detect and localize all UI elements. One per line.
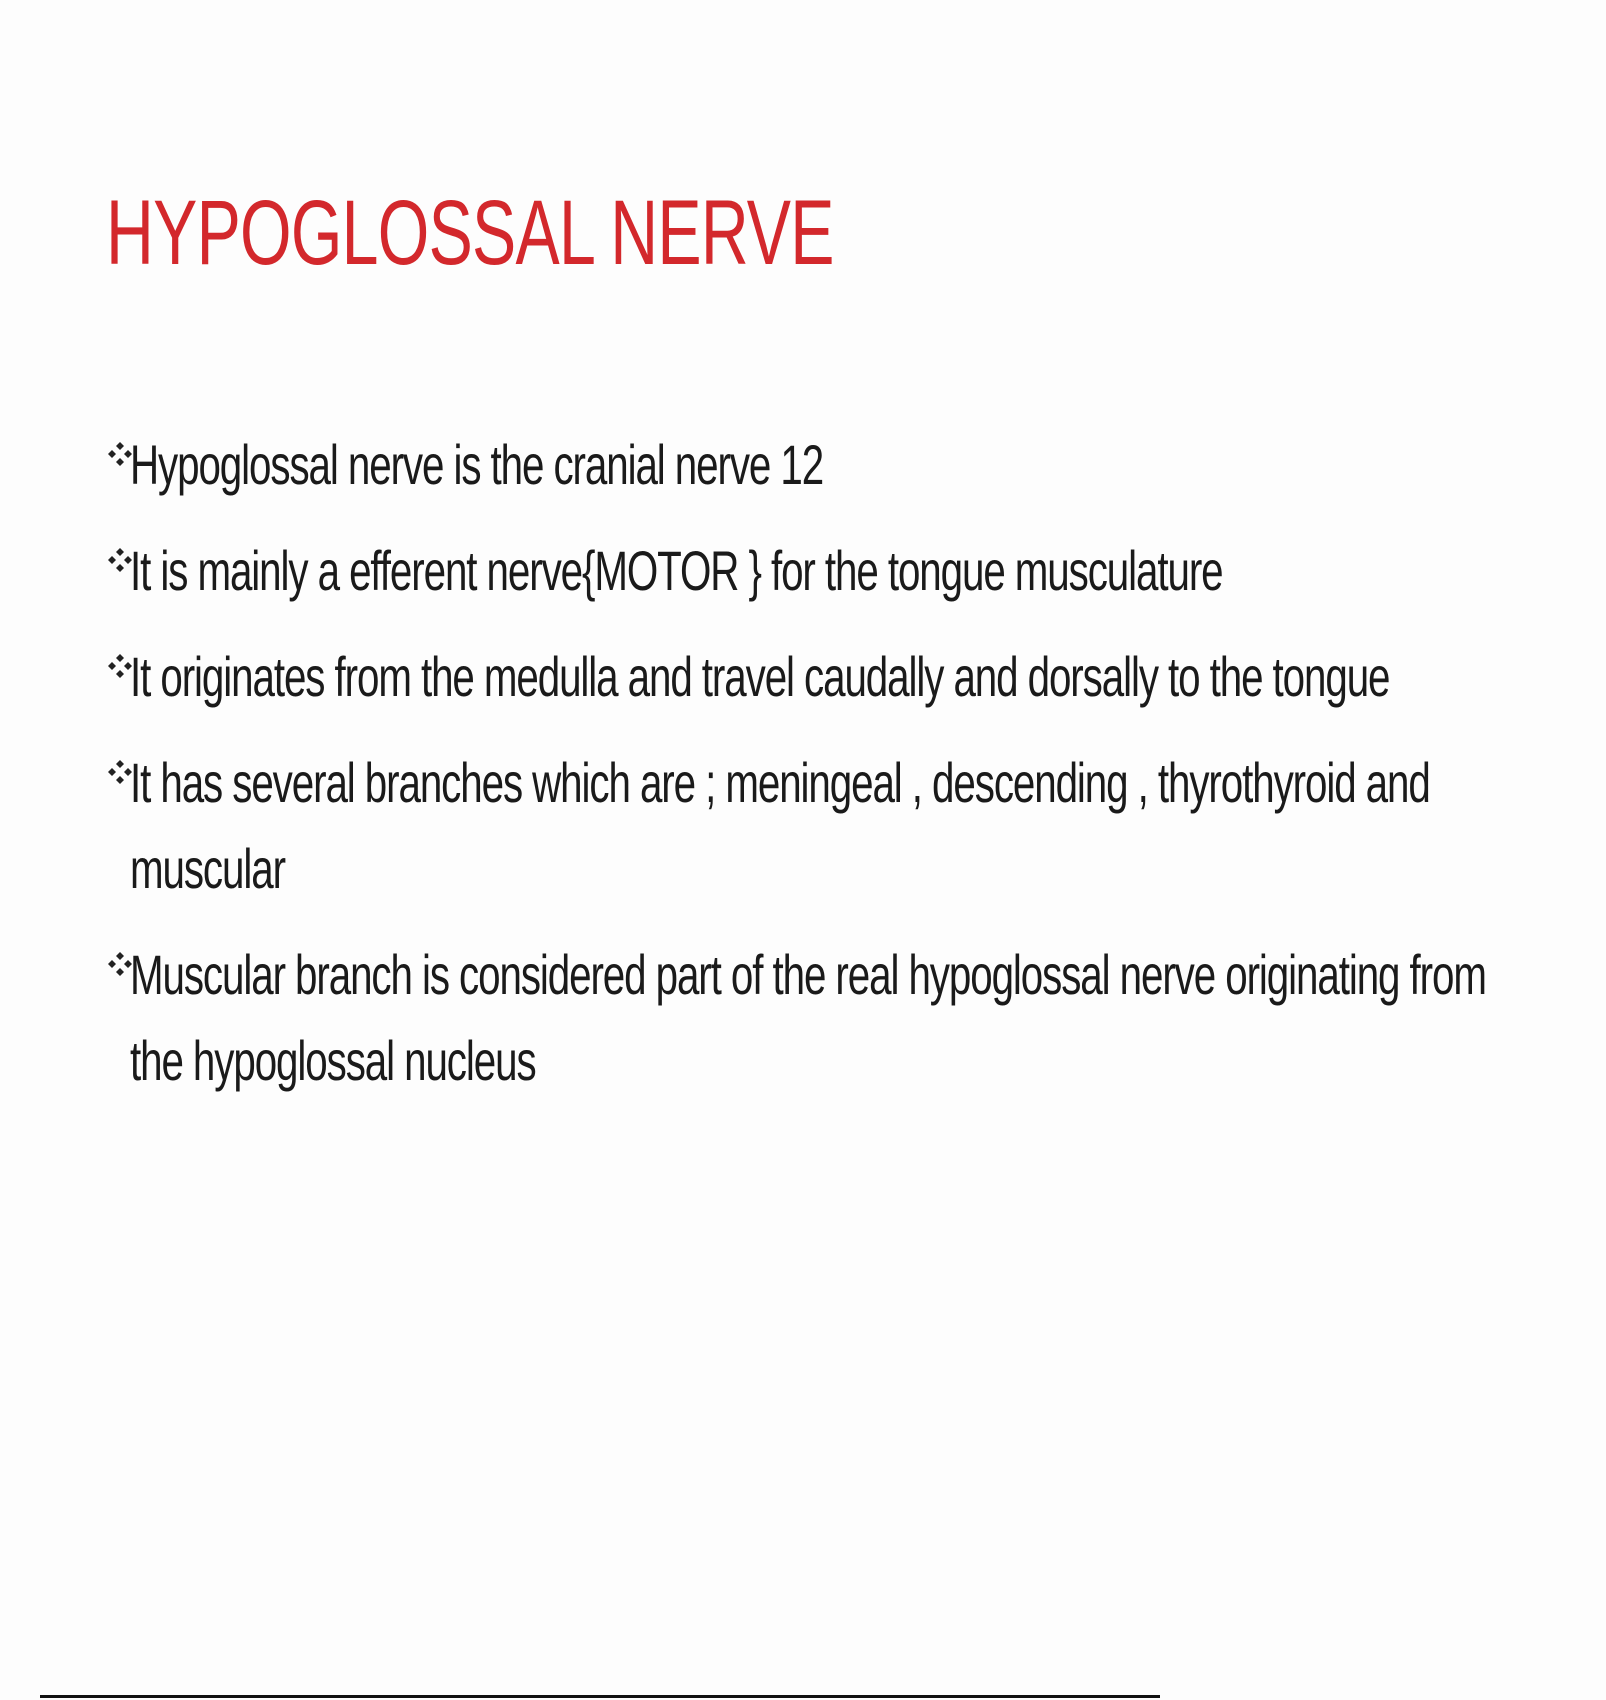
bullet-text: It originates from the medulla and travel caudally and dorsally to the tongue xyxy=(130,645,1390,708)
bullet-item xyxy=(106,528,1606,614)
bullet-text: It has several branches which are ; meningeal , descending , thyrothyroid and muscular xyxy=(130,751,1430,900)
bullet-item xyxy=(106,740,1606,912)
bullet-text: Muscular branch is considered part of the real hypoglossal nerve originating from the hypoglossal nucleus xyxy=(130,943,1486,1092)
bullet-text: It is mainly a efferent nerve{MOTOR } for the tongue musculature xyxy=(130,539,1223,602)
bullet-item xyxy=(106,932,1606,1104)
slide-title: HYPOGLOSSAL NERVE xyxy=(106,182,834,284)
bottom-divider xyxy=(40,1695,1160,1698)
bullet-item xyxy=(106,634,1606,720)
bullet-list xyxy=(106,422,1606,1124)
bullet-item xyxy=(106,422,1606,508)
bullet-text: Hypoglossal nerve is the cranial nerve 12 xyxy=(130,433,824,496)
